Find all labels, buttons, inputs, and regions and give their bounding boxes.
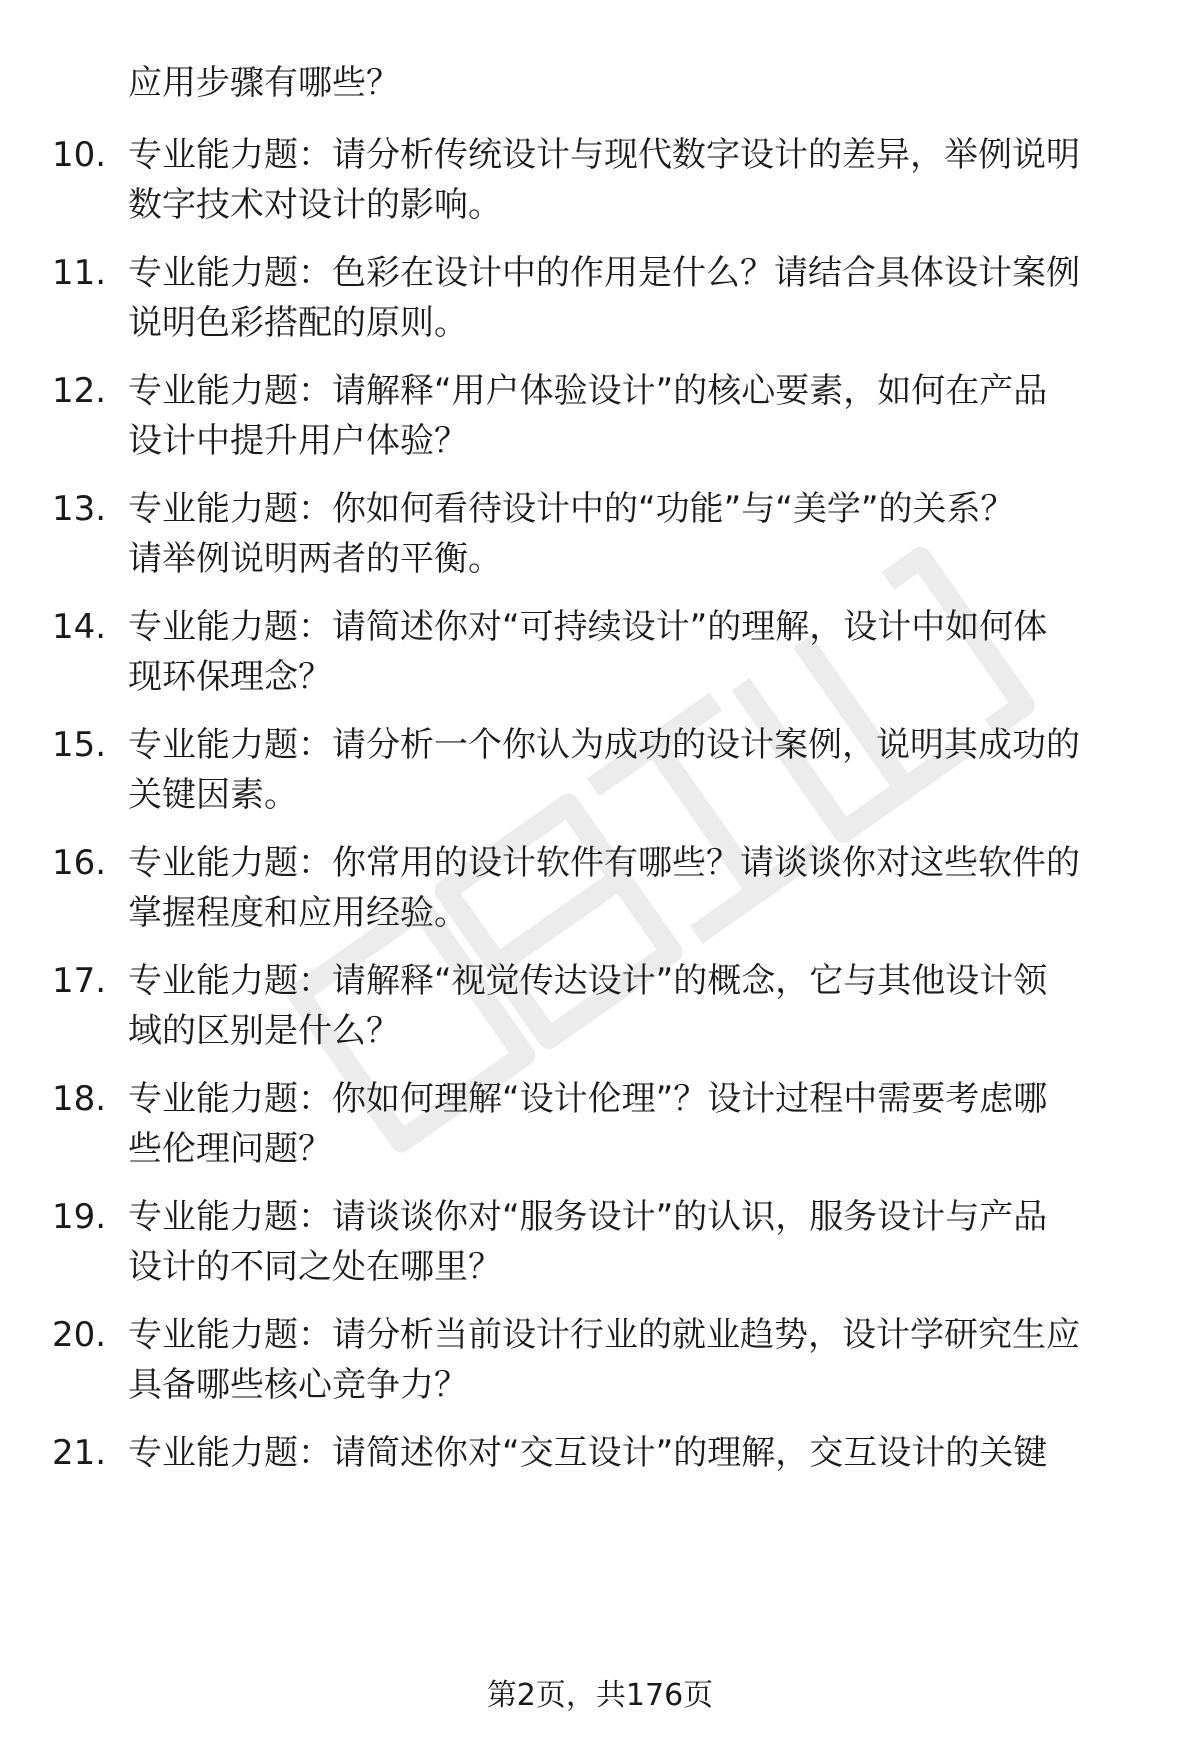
question-text: [128, 1192, 1148, 1292]
question-text-line: 数字技术对设计的影响。: [128, 185, 502, 225]
page-footer: 第2页，共176页: [486, 1678, 714, 1713]
question-text: [128, 1310, 1148, 1410]
question-number: 17.: [52, 961, 107, 1001]
question-number: 19.: [52, 1197, 107, 1237]
question-text: [128, 130, 1148, 230]
question-text-line: 请举例说明两者的平衡。: [128, 539, 502, 579]
question-text-line: 关键因素。: [128, 775, 298, 815]
question-text: [128, 1428, 1148, 1478]
continuation-line: 应用步骤有哪些？: [128, 63, 400, 103]
question-number: 20.: [52, 1315, 107, 1355]
question-text: [128, 484, 1148, 584]
question-number: 14.: [52, 607, 107, 647]
question-number: 13.: [52, 489, 107, 529]
question-text-line: 掌握程度和应用经验。: [128, 893, 468, 933]
question-text-line: 专业能力题：你如何看待设计中的“功能”与“美学”的关系？: [128, 489, 1015, 529]
question-number: 15.: [52, 725, 107, 765]
question-text: [128, 602, 1148, 702]
question-text-line: 域的区别是什么？: [128, 1011, 400, 1051]
question-text: [128, 1074, 1148, 1174]
question-text: [128, 248, 1148, 348]
question-text-line: 具备哪些核心竞争力？: [128, 1365, 468, 1405]
question-text-line: 设计中提升用户体验？: [128, 421, 468, 461]
question-number: 16.: [52, 843, 107, 883]
question-text-line: 设计的不同之处在哪里？: [128, 1247, 502, 1287]
question-text: [128, 838, 1148, 938]
question-number: 11.: [52, 253, 107, 293]
question-text-line: 专业能力题：请解释“用户体验设计”的核心要素，如何在产品: [128, 371, 1048, 411]
question-number: 12.: [52, 371, 107, 411]
question-number: 10.: [52, 135, 107, 175]
question-text-line: 专业能力题：你如何理解“设计伦理”？设计过程中需要考虑哪: [128, 1079, 1048, 1119]
question-number: 18.: [52, 1079, 107, 1119]
question-text-line: 专业能力题：请简述你对“可持续设计”的理解，设计中如何体: [128, 607, 1048, 647]
question-text-line: 专业能力题：请解释“视觉传达设计”的概念，它与其他设计领: [128, 961, 1048, 1001]
question-text: [128, 956, 1148, 1056]
question-text-line: 说明色彩搭配的原则。: [128, 303, 468, 343]
question-text-line: 专业能力题：请简述你对“交互设计”的理解，交互设计的关键: [128, 1433, 1048, 1473]
question-text-line: 些伦理问题？: [128, 1129, 332, 1169]
question-text-line: 专业能力题：请谈谈你对“服务设计”的认识，服务设计与产品: [128, 1197, 1048, 1237]
question-text-line: 专业能力题：你常用的设计软件有哪些？请谈谈你对这些软件的: [128, 843, 1080, 883]
question-text-line: 专业能力题：请分析传统设计与现代数字设计的差异，举例说明: [128, 135, 1080, 175]
question-text-line: 专业能力题：色彩在设计中的作用是什么？请结合具体设计案例: [128, 253, 1080, 293]
question-text-line: 现环保理念？: [128, 657, 332, 697]
question-text: [128, 720, 1148, 820]
question-text-line: 专业能力题：请分析一个你认为成功的设计案例，说明其成功的: [128, 725, 1080, 765]
question-text: [128, 366, 1148, 466]
question-text-line: 专业能力题：请分析当前设计行业的就业趋势，设计学研究生应: [128, 1315, 1080, 1355]
question-number: 21.: [52, 1433, 107, 1473]
